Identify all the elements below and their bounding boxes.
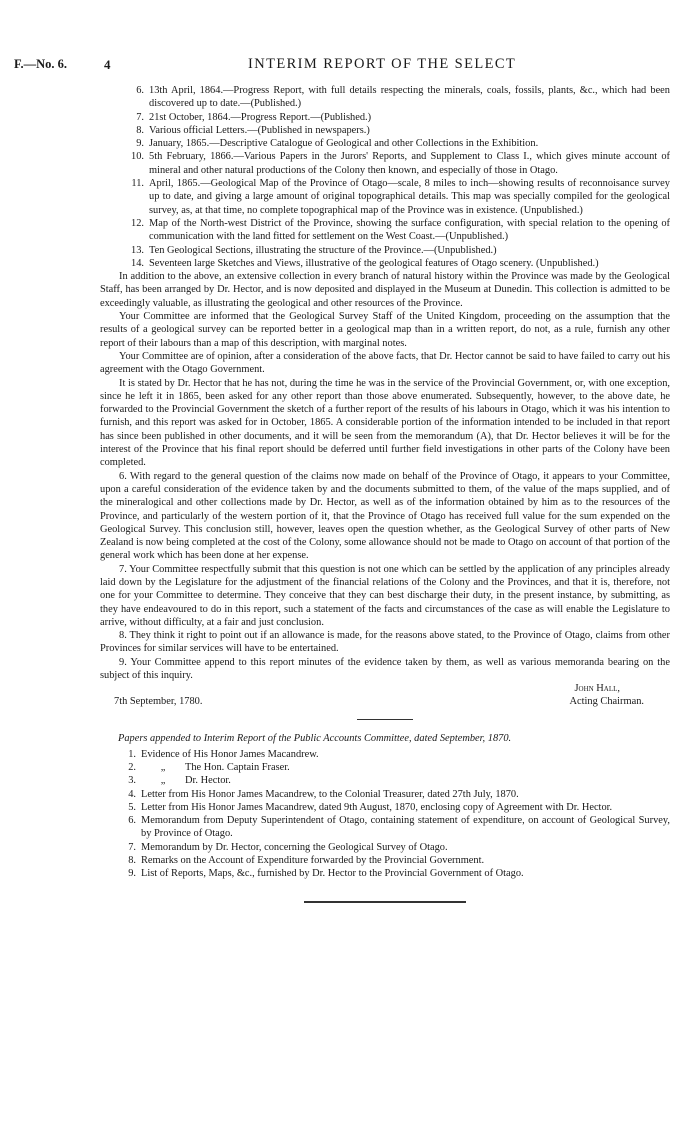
running-title: INTERIM REPORT OF THE SELECT: [248, 56, 517, 72]
item-number: 12.: [131, 217, 144, 229]
item-number: 11.: [131, 178, 144, 190]
item-text: Map of the North-west District of the Province, showing the surface configuration, with special relation to the opening of communication with the land fitted for settlement on the West Coast.—(Unpublished.): [149, 217, 670, 243]
item-number: 9.: [128, 868, 136, 880]
list-item: [100, 217, 670, 244]
item-number: 7.: [128, 841, 136, 853]
item-text: 13th April, 1864.—Progress Report, with full details respecting the minerals, coals, fossils, plants, &c., which had been discovered up to date.—(Published.): [149, 85, 670, 110]
signature-block: [100, 682, 670, 710]
appendix-item: [100, 867, 670, 880]
item-number: 9.: [136, 138, 144, 150]
appendix-item: [100, 841, 670, 854]
item-text: 21st October, 1864.—Progress Report.—(Published.): [149, 111, 372, 123]
appendix-item: [100, 854, 670, 867]
item-number: 13.: [131, 244, 144, 256]
list-item: [100, 84, 670, 111]
signature-date: 7th September, 1780.: [114, 696, 203, 708]
list-item: [100, 111, 670, 124]
paragraph: Your Committee are of opinion, after a consideration of the above facts, that Dr. Hector cannot be said to have failed to carry out his agreement with the Otago Government.: [100, 350, 670, 376]
item-text: April, 1865.—Geological Map of the Province of Otago—scale, 8 miles to inch—showing results of reconnoisance survey up to date, and giving a large amount of original topographical details. This map was specially compiled for the geological survey, as, at that time, no complete topographical map of the Province was in existence. (Unpublished.): [149, 178, 670, 216]
paragraph: Your Committee are informed that the Geological Survey Staff of the United Kingdom, proceeding on the assumption that the results of a geological survey can be reported better in a geological map than in a written report, do not, as a rule, furnish any other report of their labours than a map of this description, with marginal notes.: [100, 311, 670, 349]
report-list: [100, 84, 670, 270]
item-text: Memorandum from Deputy Superintendent of Otago, containing statement of expenditure, on account of Geological Survey, by Province of Otago.: [141, 815, 670, 840]
item-number: 1.: [128, 748, 136, 760]
item-number: 10.: [131, 151, 144, 163]
appendix-item: [100, 814, 670, 841]
appendix-item: [100, 774, 670, 787]
item-text: The Hon. Captain Fraser.: [185, 761, 290, 773]
appendix-item: [100, 761, 670, 774]
item-text: Letter from His Honor James Macandrew, dated 9th August, 1870, enclosing copy of Agreement with Dr. Hector.: [141, 801, 613, 813]
appendix-item: [100, 788, 670, 801]
list-item: [100, 137, 670, 150]
item-number: 14.: [131, 257, 144, 269]
ditto-mark: „: [160, 775, 166, 787]
paragraph: It is stated by Dr. Hector that he has not, during the time he was in the service of the Provincial Government, or, with one exception, since he left it in 1865, been asked for any other report than those above enumerated. Subsequently, however, to the above date, he forwarded to the Provincial Government the sketch of a further report of the results of his labours in Otago, which it was his intention to furnish, and this report was asked for in October, 1865. A considerable portion of the information intended to be included in that report has since been published in other documents, and it will be seen from the memorandum (A), that Dr. Hector believes it will be for the interest of the Province that his final report should be deferred until further field investigations in other parts of the Colony have been completed.: [100, 377, 670, 469]
item-number: 8.: [136, 124, 144, 136]
item-number: 4.: [128, 788, 136, 800]
appendix-title: Papers appended to Interim Report of the Public Accounts Committee, dated September, 1870.: [118, 733, 512, 745]
item-text: Dr. Hector.: [185, 775, 231, 787]
list-item: [100, 244, 670, 257]
item-text: January, 1865.—Descriptive Catalogue of Geological and other Collections in the Exhibition.: [149, 138, 539, 150]
item-text: Evidence of His Honor James Macandrew.: [141, 748, 319, 760]
signatory-title: Acting Chairman.: [569, 696, 644, 708]
item-number: 2.: [128, 761, 136, 773]
appendix-item: [100, 801, 670, 814]
document-reference: F.—No. 6.: [14, 57, 68, 71]
item-number: 6.: [128, 815, 136, 827]
section-divider: [357, 719, 413, 720]
list-item: [100, 150, 670, 177]
paragraph: 9. Your Committee append to this report minutes of the evidence taken by them, as well as various memoranda bearing on the subject of this inquiry.: [100, 656, 670, 682]
item-text: Ten Geological Sections, illustrating the structure of the Province.—(Unpublished.): [149, 244, 497, 256]
item-number: 6.: [136, 85, 144, 96]
item-text: Letter from His Honor James Macandrew, to the Colonial Treasurer, dated 27th July, 1870.: [141, 788, 519, 800]
appendix-item: [100, 748, 670, 761]
item-text: Various official Letters.—(Published in newspapers.): [149, 124, 370, 136]
end-rule: [304, 901, 466, 903]
page-header: [14, 57, 690, 77]
ditto-mark: „: [160, 761, 166, 773]
item-text: Memorandum by Dr. Hector, concerning the Geological Survey of Otago.: [141, 841, 448, 853]
paragraph: In addition to the above, an extensive collection in every branch of natural history within the Province was made by the Geological Staff, has been arranged by Dr. Hector, and is now deposited and displayed in the Museum at Dunedin. This collection is admitted to be exceedingly valuable, as illustrating the geological and other resources of the Province.: [100, 271, 670, 309]
page-number: 4: [104, 57, 111, 72]
item-text: Remarks on the Account of Expenditure forwarded by the Provincial Government.: [141, 855, 485, 867]
report-body: [100, 84, 670, 903]
item-number: 5.: [128, 801, 136, 813]
signatory-name: John Hall,: [574, 683, 620, 695]
item-number: 8.: [128, 855, 136, 867]
item-text: 5th February, 1866.—Various Papers in the Jurors' Reports, and Supplement to Class I., which gives minute account of mineral and other natural productions of the Colony then known, and especially of those in Otago.: [149, 151, 670, 176]
item-text: List of Reports, Maps, &c., furnished by Dr. Hector to the Provincial Government of Otago.: [141, 868, 524, 880]
list-item: [100, 177, 670, 217]
item-number: 3.: [128, 775, 136, 787]
paragraph: 6. With regard to the general question of the claims now made on behalf of the Province of Otago, it appears to your Committee, upon a careful consideration of the evidence taken by and the documents submitted to them, of the value of the maps supplied, and of the mineralogical and other collections made by Dr. Hector, as well as of the information obtained by him as to the resources of the Province, and particularly of the western portion of it, that the Province of Otago has received full value for the sum expended on the Geological Survey. This conclusion still, however, leaves open the question whether, as the Geological Survey of other parts of New Zealand is now being completed at the cost of the Colony, some allowance should not be made to Otago on account of that portion of the general work which has been done at her expense.: [100, 470, 670, 562]
item-number: 7.: [136, 111, 144, 123]
item-text: Seventeen large Sketches and Views, illustrative of the geological features of Otago scenery. (Unpublished.): [149, 257, 599, 269]
list-item: [100, 124, 670, 137]
appendix-list: [100, 748, 670, 881]
paragraph: 8. They think it right to point out if an allowance is made, for the reasons above stated, to the Province of Otago, claims from other Provinces for similar services will have to be entertained.: [100, 630, 670, 655]
paragraph: 7. Your Committee respectfully submit that this question is not one which can be settled by the application of any principles already laid down by the Legislature for the adjustment of the financial relations of the Colony and the Provinces, and that it is, therefore, not one for your Committee to determine. They conceive that they can best discharge their duty, in the present instance, by submitting, as they have endeavoured to do in this report, such a statement of the facts and circumstances of the case as will enable the Legislature to arrive, without difficulty, at a fair and just conclusion.: [100, 563, 670, 628]
list-item: [100, 257, 670, 270]
